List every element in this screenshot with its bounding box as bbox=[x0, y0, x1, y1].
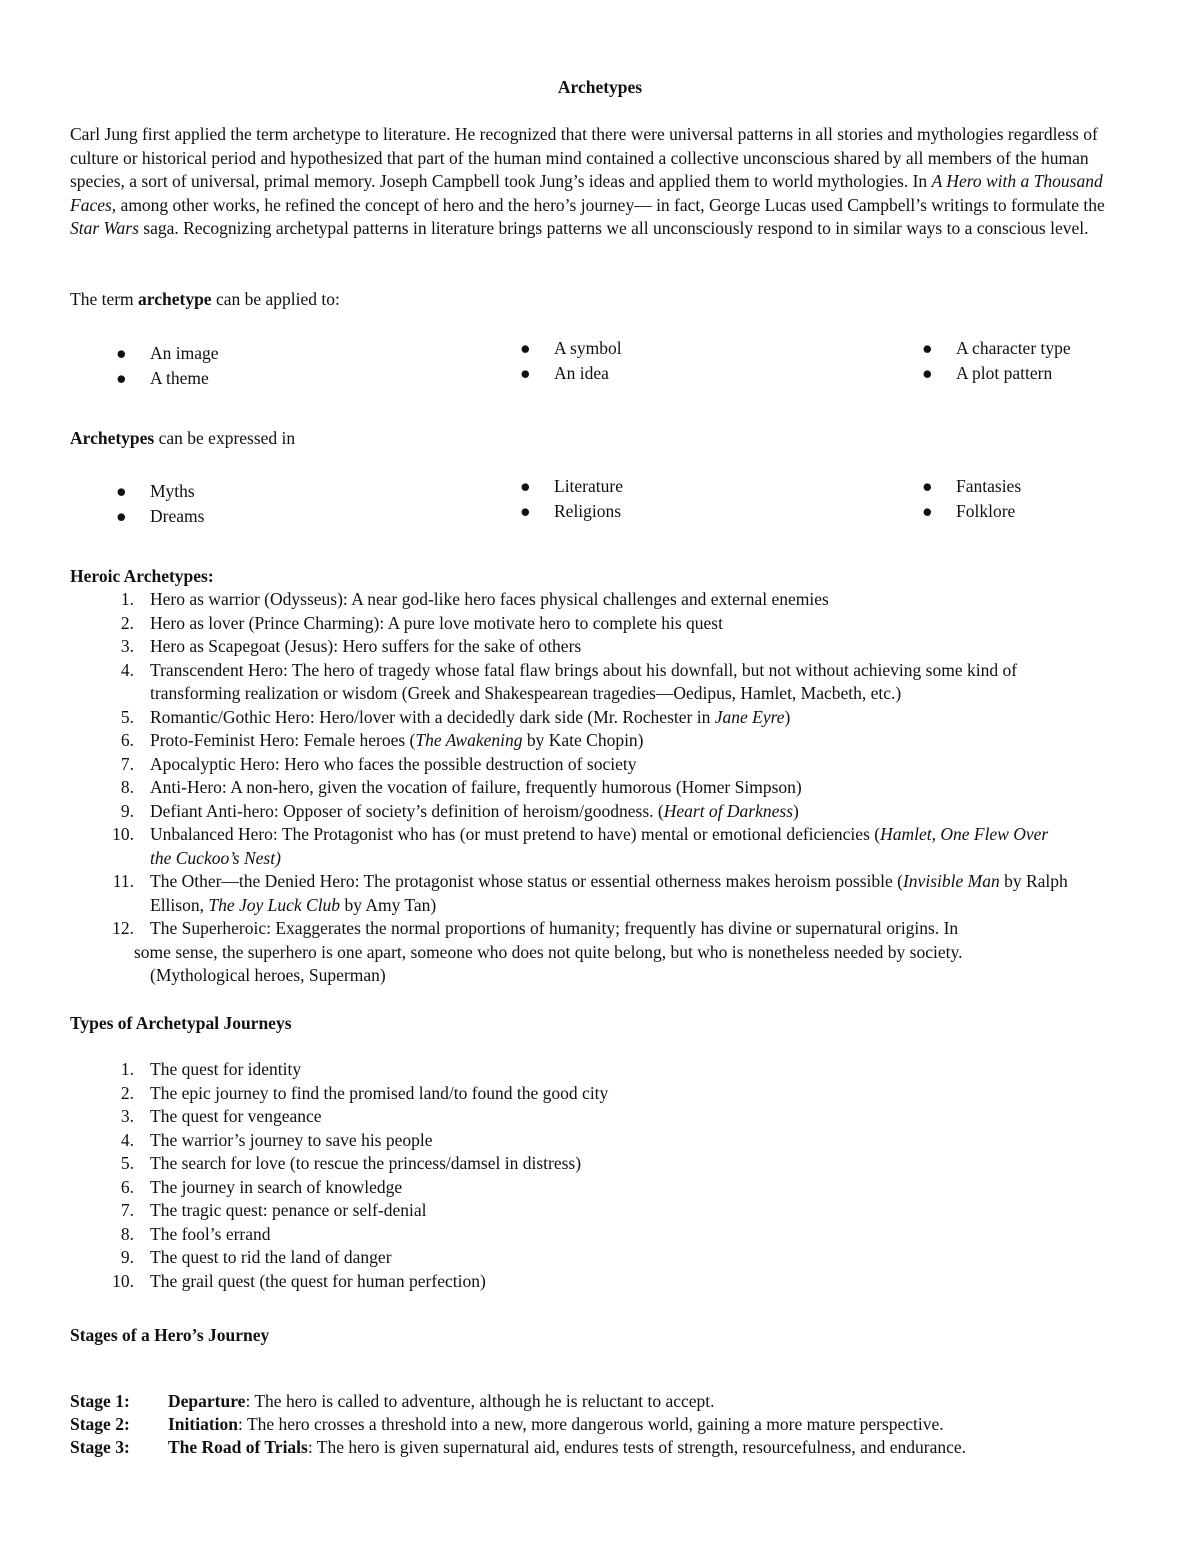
list-text: Hero as Scapegoat (Jesus): Hero suffers for the sake of others bbox=[150, 636, 582, 656]
bullet-dot-icon: ● bbox=[520, 476, 531, 496]
list-item bbox=[70, 1058, 1130, 1082]
bullet-text: Folklore bbox=[956, 501, 1016, 521]
list-item bbox=[70, 1176, 1130, 1200]
bullet-text: Religions bbox=[554, 501, 622, 521]
list-number: 12. bbox=[112, 918, 134, 938]
list-item bbox=[70, 706, 1130, 730]
list-number: 3. bbox=[120, 636, 134, 656]
list-text-italic: Invisible Man bbox=[902, 871, 1000, 891]
intro-text-1: Carl Jung first applied the term archetype to literature. He recognized that there were universal patterns in all stories and mythologies regardless of culture or historical period and hypothesized that part of the human mind contained a collective unconscious shared by all members of the human species, a sort of universal, primal memory. Joseph Campbell took Jung’s ideas and applied them to world mythologies. In bbox=[70, 124, 1098, 191]
list-text-italic: The Joy Luck Club bbox=[208, 894, 341, 915]
bullet-text: Fantasies bbox=[956, 476, 1022, 496]
term-applied-line bbox=[70, 288, 340, 312]
list-item bbox=[70, 870, 1130, 917]
list-text: The grail quest (the quest for human perfection) bbox=[150, 1270, 486, 1291]
list-number: 10. bbox=[112, 824, 134, 844]
list-item bbox=[70, 1246, 1130, 1270]
intro-film-title: Star Wars bbox=[70, 218, 139, 238]
bullet-dot-icon: ● bbox=[520, 338, 531, 358]
list-text-italic: The Awakening bbox=[415, 730, 523, 750]
list-text-part: by Ralph Ellison, bbox=[150, 871, 1068, 915]
list-text-part: The Other—the Denied Hero: The protagonist whose status or essential otherness makes heroism possible ( bbox=[150, 871, 903, 891]
list-text: The epic journey to find the promised land/to found the good city bbox=[150, 1082, 609, 1103]
stage-label: Stage 3: bbox=[70, 1437, 130, 1457]
term-line-pre: The term bbox=[70, 289, 139, 309]
list-number: 10. bbox=[112, 1270, 134, 1291]
term-line-bold: archetype bbox=[138, 289, 212, 309]
list-number: 4. bbox=[120, 659, 134, 680]
list-text bbox=[150, 823, 1130, 870]
list-item bbox=[70, 1199, 1130, 1223]
intro-text-2: among other works, he refined the concept of hero and the hero’s journey— in fact, George Lucas used Campbell’s writings to formulate the bbox=[116, 194, 1105, 215]
intro-book-title: A Hero with a Thousand Faces, bbox=[70, 171, 1103, 215]
stage-label: Stage 2: bbox=[70, 1414, 130, 1434]
list-item bbox=[70, 588, 1130, 612]
list-number: 1. bbox=[120, 589, 134, 609]
heroic-archetypes-heading: Heroic Archetypes: bbox=[70, 566, 214, 586]
list-item bbox=[70, 659, 1130, 706]
bullet-text: Literature bbox=[554, 476, 623, 496]
list-text: Anti-Hero: A non-hero, given the vocation of failure, frequently humorous (Homer Simpson) bbox=[150, 777, 802, 797]
stage-name: The Road of Trials bbox=[168, 1437, 308, 1457]
list-number: 2. bbox=[120, 612, 134, 633]
bullet-text: Dreams bbox=[150, 506, 205, 526]
bullet-dot-icon: ● bbox=[922, 363, 933, 383]
bullet-text: A symbol bbox=[554, 338, 622, 358]
list-text bbox=[150, 729, 1130, 753]
list-number: 7. bbox=[120, 753, 134, 774]
stages-heading: Stages of a Hero’s Journey bbox=[70, 1325, 270, 1345]
list-text-italic: Hamlet, One Flew Over the Cuckoo’s Nest) bbox=[150, 824, 1049, 868]
journeys-heading: Types of Archetypal Journeys bbox=[70, 1013, 292, 1033]
bullet-dot-icon: ● bbox=[520, 363, 531, 383]
list-item bbox=[70, 612, 1130, 636]
heroic-archetypes-list bbox=[70, 588, 1130, 988]
list-text bbox=[150, 800, 1130, 824]
list-text-part: by Amy Tan) bbox=[340, 894, 437, 915]
stage-text: : The hero is called to adventure, although he is reluctant to accept. bbox=[245, 1391, 715, 1411]
list-text bbox=[150, 706, 1130, 730]
list-number: 5. bbox=[120, 1153, 134, 1173]
list-item bbox=[70, 800, 1130, 824]
list-number: 9. bbox=[120, 800, 134, 821]
stage-row bbox=[70, 1390, 1130, 1414]
list-number: 6. bbox=[120, 1176, 134, 1197]
bullet-dot-icon: ● bbox=[116, 343, 127, 363]
list-text-part: Unbalanced Hero: The Protagonist who has (or must pretend to have) mental or emotional deficiencies ( bbox=[150, 824, 881, 844]
bullet-text: A character type bbox=[956, 338, 1071, 358]
list-item bbox=[70, 776, 1130, 800]
list-text: Transcendent Hero: The hero of tragedy whose fatal flaw brings about his downfall, but not without achieving some kind of transforming realization or wisdom (Greek and Shakespearean tragedies—Oedipus, Hamlet, Macbeth, etc.) bbox=[150, 659, 1018, 703]
list-item bbox=[70, 917, 1130, 988]
expressed-line-post: can be expressed in bbox=[154, 428, 296, 448]
bullet-dot-icon: ● bbox=[116, 481, 127, 501]
list-text: The quest for vengeance bbox=[150, 1106, 322, 1126]
list-text: The tragic quest: penance or self-denial bbox=[150, 1200, 427, 1220]
list-item bbox=[70, 1129, 1130, 1153]
list-number: 8. bbox=[120, 777, 134, 797]
list-text: The journey in search of knowledge bbox=[150, 1176, 403, 1197]
bullet-dot-icon: ● bbox=[922, 476, 933, 496]
list-number: 6. bbox=[120, 730, 134, 750]
list-number: 5. bbox=[120, 706, 134, 727]
list-item bbox=[70, 1152, 1130, 1176]
list-text-part: ) bbox=[793, 800, 799, 821]
bullet-text: Myths bbox=[150, 481, 195, 501]
bullet-dot-icon: ● bbox=[116, 368, 127, 388]
term-line-post: can be applied to: bbox=[211, 289, 340, 309]
bullet-dot-icon: ● bbox=[520, 501, 531, 521]
list-text-part: ) bbox=[784, 706, 791, 727]
stage-label: Stage 1: bbox=[70, 1391, 130, 1411]
bullet-text: An image bbox=[150, 343, 219, 363]
list-item bbox=[70, 1105, 1130, 1129]
list-number: 3. bbox=[120, 1106, 134, 1126]
journeys-list bbox=[70, 1058, 1130, 1293]
stage-name: Initiation bbox=[168, 1414, 239, 1434]
list-number: 9. bbox=[120, 1247, 134, 1267]
list-text bbox=[150, 870, 1130, 917]
bullet-text: An idea bbox=[554, 363, 609, 383]
list-number: 7. bbox=[120, 1200, 134, 1220]
list-text: The warrior’s journey to save his people bbox=[150, 1129, 433, 1150]
list-item bbox=[70, 753, 1130, 777]
list-text-part: Defiant Anti-hero: Opposer of society’s definition of heroism/goodness. ( bbox=[150, 800, 664, 821]
list-text: The quest for identity bbox=[150, 1059, 302, 1079]
stage-name: Departure bbox=[168, 1391, 246, 1411]
bullet-text: A plot pattern bbox=[956, 363, 1053, 383]
stage-row bbox=[70, 1436, 1130, 1460]
list-number: 4. bbox=[120, 1129, 134, 1150]
stage-text: : The hero is given supernatural aid, endures tests of strength, resourcefulness, and endurance. bbox=[307, 1437, 967, 1457]
intro-text-3: saga. Recognizing archetypal patterns in literature brings patterns we all unconsciously respond to in similar ways to a conscious level. bbox=[138, 218, 1089, 238]
list-text: (Mythological heroes, Superman) bbox=[150, 965, 386, 985]
page-title: Archetypes bbox=[557, 77, 643, 97]
list-text: The search for love (to rescue the princess/damsel in distress) bbox=[150, 1153, 582, 1173]
bullet-dot-icon: ● bbox=[922, 501, 933, 521]
list-text-italic: Heart of Darkness bbox=[663, 800, 794, 821]
list-item bbox=[70, 729, 1130, 753]
list-text: some sense, the superhero is one apart, someone who does not quite belong, but who is nonetheless needed by society. bbox=[134, 941, 963, 962]
bullet-dot-icon: ● bbox=[922, 338, 933, 358]
list-number: 8. bbox=[120, 1223, 134, 1244]
list-number: 2. bbox=[120, 1082, 134, 1103]
list-text: Hero as lover (Prince Charming): A pure love motivate hero to complete his quest bbox=[150, 612, 723, 633]
list-text: The quest to rid the land of danger bbox=[150, 1247, 392, 1267]
list-text: The fool’s errand bbox=[150, 1223, 271, 1244]
list-item bbox=[70, 635, 1130, 659]
stage-row bbox=[70, 1413, 1130, 1437]
bullet-text: A theme bbox=[150, 368, 209, 388]
list-text-italic: Jane Eyre bbox=[714, 706, 785, 727]
list-text: Hero as warrior (Odysseus): A near god-like hero faces physical challenges and external enemies bbox=[150, 589, 829, 609]
list-text-part: Romantic/Gothic Hero: Hero/lover with a decidedly dark side (Mr. Rochester in bbox=[150, 706, 715, 727]
list-text-part: Proto-Feminist Hero: Female heroes ( bbox=[150, 730, 416, 750]
list-text: The Superheroic: Exaggerates the normal proportions of humanity; frequently has divine or supernatural origins. In bbox=[150, 918, 959, 938]
list-item bbox=[70, 1270, 1130, 1294]
list-text-part: by Kate Chopin) bbox=[522, 730, 644, 750]
bullet-dot-icon: ● bbox=[116, 506, 127, 526]
list-item bbox=[70, 1082, 1130, 1106]
list-text: Apocalyptic Hero: Hero who faces the possible destruction of society bbox=[150, 753, 637, 774]
expressed-in-line bbox=[70, 427, 295, 451]
list-item bbox=[70, 1223, 1130, 1247]
list-number: 1. bbox=[120, 1059, 134, 1079]
list-number: 11. bbox=[112, 871, 134, 891]
intro-paragraph bbox=[70, 123, 1130, 241]
stage-text: : The hero crosses a threshold into a new, more dangerous world, gaining a more mature perspective. bbox=[238, 1414, 944, 1434]
list-item bbox=[70, 823, 1130, 870]
expressed-line-bold: Archetypes bbox=[70, 428, 155, 448]
